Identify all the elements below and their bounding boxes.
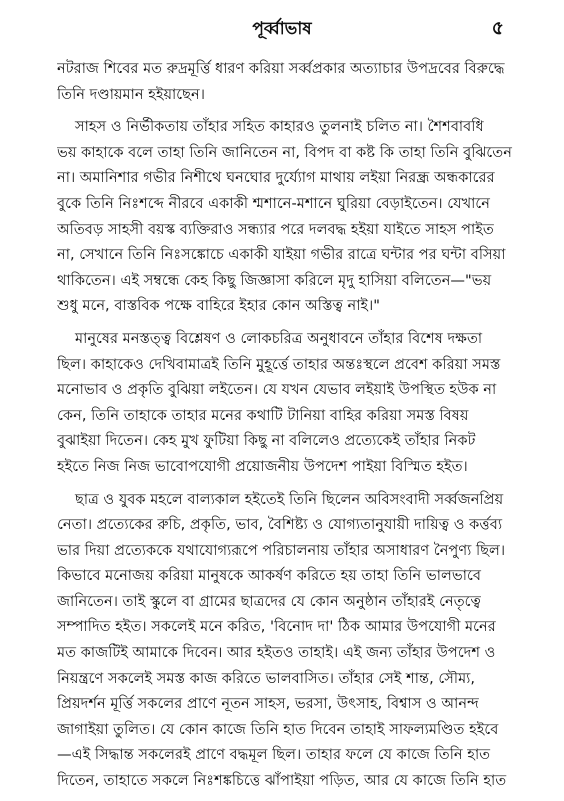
page-header (0, 6, 564, 46)
text-line: তিনি দণ্ডায়মান হইয়াছেন। (57, 85, 205, 103)
text-line: জাগাইয়া তুলিত। যে কোন কাজে তিনি হাত দিবেন তাহাই সাফল্যমণ্ডিত হইবে (57, 720, 499, 738)
text-line: না, সেখানে তিনি নিঃসঙ্কোচে একাকী যাইয়া গভীর রাত্রে ঘন্টার পর ঘন্টা বসিয়া (57, 246, 506, 264)
text-line: সাহস ও নির্ভীকতায় তাঁহার সহিত কাহারও তুলনাই চলিত না। শৈশবাবধি (75, 118, 484, 136)
text-line: নটরাজ শিবের মত রুদ্রমূর্ত্তি ধারণ করিয়া সর্ব্বপ্রকার অত্যাচার উপদ্রবের বিরুদ্ধে (57, 60, 505, 77)
running-title: পূর্ব্বাভাষ (252, 19, 312, 39)
page-body (57, 56, 519, 801)
text-line: বুঝাইয়া দিতেন। কেহ মুখ ফুটিয়া কিছু না বলিলেও প্রত্যেকেই তাঁহার নিকট (57, 432, 476, 450)
text-line: —এই সিদ্ধান্ত সকলেরই প্রাণে বদ্ধমূল ছিল। তাহার ফলে যে কাজে তিনি হাত (57, 746, 491, 764)
text-line: হইতে নিজ নিজ ভাবোপযোগী প্রয়োজনীয় উপদেশ পাইয়া বিস্মিত হইত। (57, 457, 468, 475)
text-line: প্রিয়দর্শন মূর্ত্তি সকলের প্রাণে নূতন সাহস, ভরসা, উৎসাহ, বিশ্বাস ও আনন্দ (57, 695, 479, 713)
text-line: নেতা। প্রত্যেকের রুচি, প্রকৃতি, ভাব, বৈশিষ্ট্য ও যোগ্যতানুযায়ী দায়িত্ব ও কর্ত্তব্য (57, 516, 503, 534)
text-line: সম্পাদিত হইত। সকলেই মনে করিত, 'বিনোদ দা' ঠিক আমার উপযোগী মনের (57, 618, 496, 636)
text-line: ভার দিয়া প্রত্যেককে যথাযোগ্যরূপে পরিচালনায় তাঁহার অসাধারণ নৈপুণ্য ছিল। (57, 541, 506, 559)
text-line: বুকে তিনি নিঃশব্দে নীরবে একাকী শ্মশানে-মশানে ঘুরিয়া বেড়াইতেন। যেখানে (57, 194, 490, 212)
text-line: মানুষের মনস্তত্ত্ব বিশ্লেষণ ও লোকচরিত্র অনুধাবনে তাঁহার বিশেষ দক্ষতা (75, 329, 483, 347)
text-line: ছাত্র ও যুবক মহলে বাল্যকাল হইতেই তিনি ছিলেন অবিসংবাদী সর্ব্বজনপ্রিয় (75, 490, 504, 508)
paragraph (57, 56, 519, 107)
text-line: নিয়ন্ত্রণে সকলেই সমস্ত কাজ করিতে ভালবাসিত। তাঁহার সেই শান্ত, সৌম্য, (57, 669, 476, 687)
text-line: অতিবড় সাহসী বয়স্ক ব্যক্তিরাও সন্ধ্যার পরে দলবদ্ধ হইয়া যাইতে সাহস পাইত (57, 220, 494, 238)
text-line: কেন, তিনি তাহাকে তাহার মনের কথাটি টানিয়া বাহির করিয়া সমস্ত বিষয় (57, 406, 469, 424)
text-line: থাকিতেন। এই সম্বন্ধে কেহ কিছু জিজ্ঞাসা করিলে মৃদু হাসিয়া বলিতেন—"ভয় (57, 271, 492, 289)
text-line: মত কাজটিই আমাকে দিবেন। আর হইতও তাহাই। এই জন্য তাঁহার উপদেশ ও (57, 644, 496, 662)
text-line: কিভাবে মনোজয় করিয়া মানুষকে আকর্ষণ করিতে হয় তাহা তিনি ভালভাবে (57, 567, 481, 585)
paragraph (57, 487, 519, 794)
paragraph (57, 326, 519, 480)
text-line: শুধু মনে, বাস্তবিক পক্ষে বাহিরে ইহার কোন অস্তিত্ব নাই।" (57, 297, 380, 315)
text-line: জানিতেন। তাই স্কুলে বা গ্রামের ছাত্রদের যে কোন অনুষ্ঠান তাঁহারই নেতৃত্বে (57, 592, 481, 610)
page-number: ৫ (491, 17, 504, 39)
text-line: ভয় কাহাকে বলে তাহা তিনি জানিতেন না, বিপদ বা কষ্ট কি তাহা তিনি বুঝিতেন (57, 143, 512, 161)
text-line: ছিল। কাহাকেও দেখিবামাত্রই তিনি মুহূর্ত্তে তাহার অন্তঃস্থলে প্রবেশ করিয়া সমস্ত (57, 355, 501, 373)
text-line: না। অমানিশার গভীর নিশীথে ঘনঘোর দুর্য্যোগ মাথায় লইয়া নিরন্ধ্র অন্ধকারের (57, 169, 495, 187)
text-line: মনোভাব ও প্রকৃতি বুঝিয়া লইতেন। যে যখন যেভাব লইয়াই উপস্থিত হউক না (57, 381, 497, 399)
paragraph (57, 114, 519, 319)
text-line: দিতেন, তাহাতে সকলে নিঃশঙ্কচিত্তে ঝাঁপাইয়া পড়িত, আর যে কাজে তিনি হাত (57, 772, 507, 790)
